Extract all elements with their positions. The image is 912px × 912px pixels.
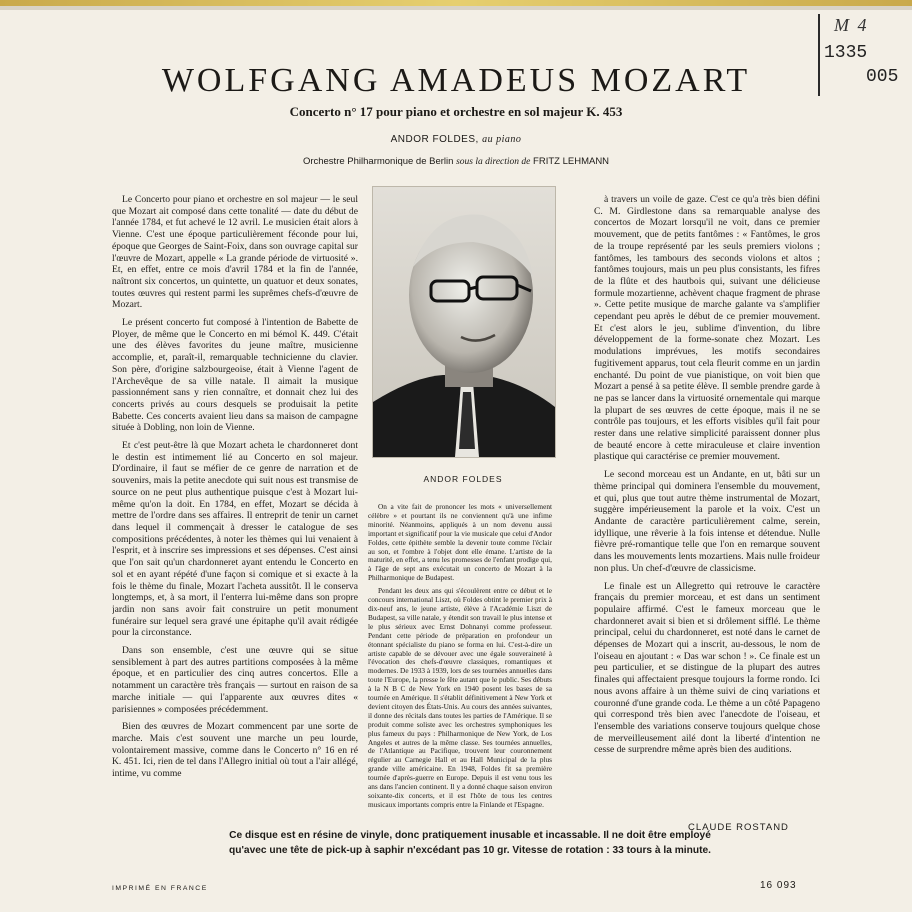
photo-caption: ANDOR FOLDES: [423, 474, 503, 484]
portrait-illustration: [373, 187, 555, 457]
orchestra-name: Orchestre Philharmonique de Berlin: [302, 156, 454, 167]
catalog-number-top: 1335: [824, 43, 868, 63]
catalog-number-bottom: 005: [866, 67, 899, 87]
paragraph: Pendant les deux ans qui s'écoulèrent entre ce début et le concours international Liszt, où Foldes obtint le premier prix à dix-neuf ans, le jeune artiste, élève à l'Académie Liszt de Budapest, sa ville natale, y étendit son travail le plus intense et le plus sérieux avec Ernst Dohnanyi comme professeur. Pendant cette période de préparation en profondeur un étonnant spécialiste du piano se forma en lui. C'est-à-dire un artiste capable de se dévouer avec une égale souveraineté à l'évocation des chefs-d'œuvre classiques, romantiques et modernes. De 1933 à 1939, lors de ses tournées annuelles dans toute l'Europe, la presse le fête autant que le public. Ses débuts à la N B C de New York en 1940 posent les bases de sa tournée en Amérique. Il s'établit définitivement à New York et devient citoyen des États-Unis. Au cours des années suivantes, il donne des récitals dans toutes les parties de l'Amérique. Il se produit comme soliste avec les orchestres symphoniques les plus fameux du pays : Philharmonique de New York, de Los Angeles et autres de la même classe. Ses tournées annuelles, de l'Atlantique au Pacifique, trouvent leur couronnement régulier au Carnegie Hall et au Hall Municipal de la plus grande ville américaine. En 1948, Foldes fit sa première tournée d'après-guerre en Europe. Depuis il est venu tous les ans dans l'ancien continent. Il y a donné chaque saison environ soixante-dix concerts, et il est l'hôte de tous les centres musicaux importants compris entre la Finlande et l'Espagne.: [368, 586, 552, 809]
paragraph: Le Concerto pour piano et orchestre en sol majeur — le seul que Mozart ait composé dans cette tonalité — date du début de l'année 1784, et fut achevé le 12 avril. Le musicien était alors à Vienne. C'est une époque particulièrement féconde pour lui, époque que Georges de Saint-Foix, dans son ouvrage capital sur l'œuvre de Mozart, appelle « La grande période de virtuosité ». Et, en effet, entre ce mois d'avril 1784 et la fin de l'année, naîtront six concertos, un quintette, un quatuor et deux sonates, toutes œuvres qui restent parmi les suprêmes chefs-d'œuvre de Mozart.: [112, 194, 358, 311]
artist-photo: [372, 186, 556, 458]
soloist-name: ANDOR FOLDES,: [390, 134, 479, 145]
imprint-text: IMPRIMÉ EN FRANCE: [112, 885, 208, 892]
paragraph: Le présent concerto fut composé à l'intention de Babette de Ployer, de même que le Concerto en mi bémol K. 449. C'était une des élèves favorites du jeune maître, musicienne accomplie, et, paraît-il, remarquable technicienne du clavier. Son père, d'origine salzbourgeoise, était à Vienne l'agent de l'Archevêque de sa ville natale. Il aimait la musique passionnément sans y rien connaître, et donnait chez lui des concerts privés au cours desquels se produisait la petite Babette. Ces concerts avaient lieu dans sa maison de campagne située à Dobling, non loin de Vienne.: [112, 317, 358, 434]
paragraph: Bien des œuvres de Mozart commencent par une sorte de marche. Mais c'est souvent une marche un peu lourde, volontairement massive, comme dans le Concerto n° 16 en ré K. 451. Ici, rien de tel dans l'Allegro initial où tout a l'air allégé, intime, vu comme: [112, 721, 358, 780]
liner-notes-left-column: [112, 194, 358, 858]
conductor-name: FRITZ LEHMANN: [533, 156, 610, 167]
paragraph: à travers un voile de gaze. C'est ce qu'a très bien défini C. M. Girdlestone dans sa remarquable analyse des concertos de Mozart lorsqu'il ne voit, dans ce premier mouvement, que de petits fantômes : « Fantômes, le gros de la troupe représenté par les seuls premiers violons ; fantômes, les tambours des seconds violons et altos ; fantômes toujours, mais un peu plus consistants, les fifres de la flûte et des hautbois qui, suivant une délicieuse formule mozartienne, achèvent chaque fragment de phrase ». Cette petite musique de marche galante va s'amplifier cependant peu après le début de ce premier mouvement. Et c'est alors le jeu, sublime d'invention, du libre développement de la forme-sonate chez Mozart. Les modulations imprévues, les motifs secondaires fugitivement apparus, tout cela fleurit comme en un jardin enchanté. Du point de vue pianistique, on voit bien que Mozart a pensé à sa petite élève. Il semble prendre garde à ne pas se lancer dans la virtuosité ornementale qui marque la plupart de ses œuvres de cette époque, mais il ne se contrôle pas toujours, et les efforts visibles qu'il fait pour rester dans une relative simplicité paraissent donner plus de beauté encore à cette miraculeuse et claire invention plastique qui caractérise ce premier mouvement.: [594, 194, 820, 463]
work-title: Concerto n° 17 pour piano et orchestre en sol majeur K. 453: [289, 104, 623, 119]
liner-notes-right-column: [594, 194, 820, 874]
soloist-role: au piano: [482, 134, 522, 145]
paragraph: Le second morceau est un Andante, en ut, bâti sur un thème principal qui dominera l'ensemble du mouvement, et qui, plus que tout autre thème instrumental de Mozart, suggère impérieusement la parole et la voix. C'est un Andante de caractère particulièrement calme, serein, idyllique, une rêverie à la fois intense et détendue. Nulle fièvre pré-romantique telle que l'on en remarque souvent dans les mouvements lents mozartiens. Mais nulle froideur non plus. Un chef-d'œuvre de classicisme.: [594, 469, 820, 574]
paragraph: Dans son ensemble, c'est une œuvre qui se situe sensiblement à part des autres partitions composées à la même époque, et en particulier des cinq autres concertos. Elle a notamment un caractère très français — surtout en raison de sa marche initiale — qui l'apparente aux œuvres dites « parisiennes » composées précédemment.: [112, 645, 358, 715]
notice-line-2: qu'avec une tête de pick-up à saphir n'excédant pas 10 gr. Vitesse de rotation : 33 tours à la minute.: [229, 845, 711, 856]
orchestra-line: [0, 156, 912, 167]
top-divider: [0, 6, 912, 10]
record-number: 16 093: [760, 880, 797, 891]
notice-line-1: Ce disque est en résine de vinyle, donc pratiquement inusable et incassable. Il ne doit être employé: [229, 830, 711, 841]
soloist-line: [0, 134, 912, 145]
author-signature: CLAUDE ROSTAND: [688, 822, 789, 833]
direction-word: sous la direction de: [456, 157, 531, 167]
paragraph: On a vite fait de prononcer les mots « universellement célèbre » et pourtant ils ne conviennent qu'à une infime minorité. Néanmoins, appliqués à un nom devenu aussi important et significatif pour la vie musicale que celui d'Andor Foldes, cette épithète semble la devenir toute comme l'éclair au son, et l'ombre à l'objet dont elle émane. L'artiste de la maturité, en effet, a tenu les promesses de l'enfant prodige qui, à l'âge de sept ans exécutait un concerto de Mozart à la Philharmonique de Budapest.: [368, 503, 552, 583]
composer-title: WOLFGANG AMADEUS MOZART: [161, 62, 751, 99]
handwritten-mark: M 4: [834, 15, 869, 35]
vinyl-notice: [200, 828, 740, 858]
paragraph: Le finale est un Allegretto qui retrouve le caractère français du premier morceau, et est dans un sentiment populaire affirmé. C'est le fameux morceau que le chardonneret avait si bien et si drôlement sifflé. Le thème principal, celui du chardonneret, est noté dans le carnet de dépenses de Mozart qui a inscrit, au-dessous, le nom de l'oiseau en ajoutant : « Das war schon ! ». Ce finale est un peu particulier, et se distingue de la plupart des autres finales qui affectaient presque toujours la forme rondo. Ici nous avons affaire à un thème suivi de cinq variations et couronné d'une grande coda. Le thème a un côté Papageno qui correspond très bien avec l'anecdote de l'oiseau, et l'ensemble des variations conserve toujours quelque chose de merveilleusement ailé dont la liberté d'intention ne cesse de surprendre même après bien des auditions.: [594, 580, 820, 756]
paragraph: Et c'est peut-être là que Mozart acheta le chardonneret dont le destin est intimement lié au Concerto en sol majeur. D'ordinaire, il faut se méfier de ce genre de narration et de souvenirs, mais la petite anecdote qui suit nous est transmise de source on ne peut plus authentique puisque c'est à Mozart lui-même qu'on la doit. En 1784, en effet, Mozart se décida à mettre de l'ordre dans ses affaires. Il entreprit de tenir un carnet dans lequel il commençait à dresser le catalogue de ses compositions précédentes, à noter les thèmes qui lui venaient à l'esprit, et à inscrire ses impressions et ses dépenses. C'est ainsi que l'on sait qu'un chardonneret ayant entendu le Concerto en sol et en ayant répété d'une façon si comique et si exacte à la fois le thème du finale, Mozart l'acheta aussitôt. Il le conserva longtemps, et, à sa mort, il l'enterra lui-même dans son propre jardin non sans avoir fait construire un petit monument funéraire sur lequel sera gravé une épitaphe qu'il avait rédigée pour la circonstance.: [112, 440, 358, 639]
